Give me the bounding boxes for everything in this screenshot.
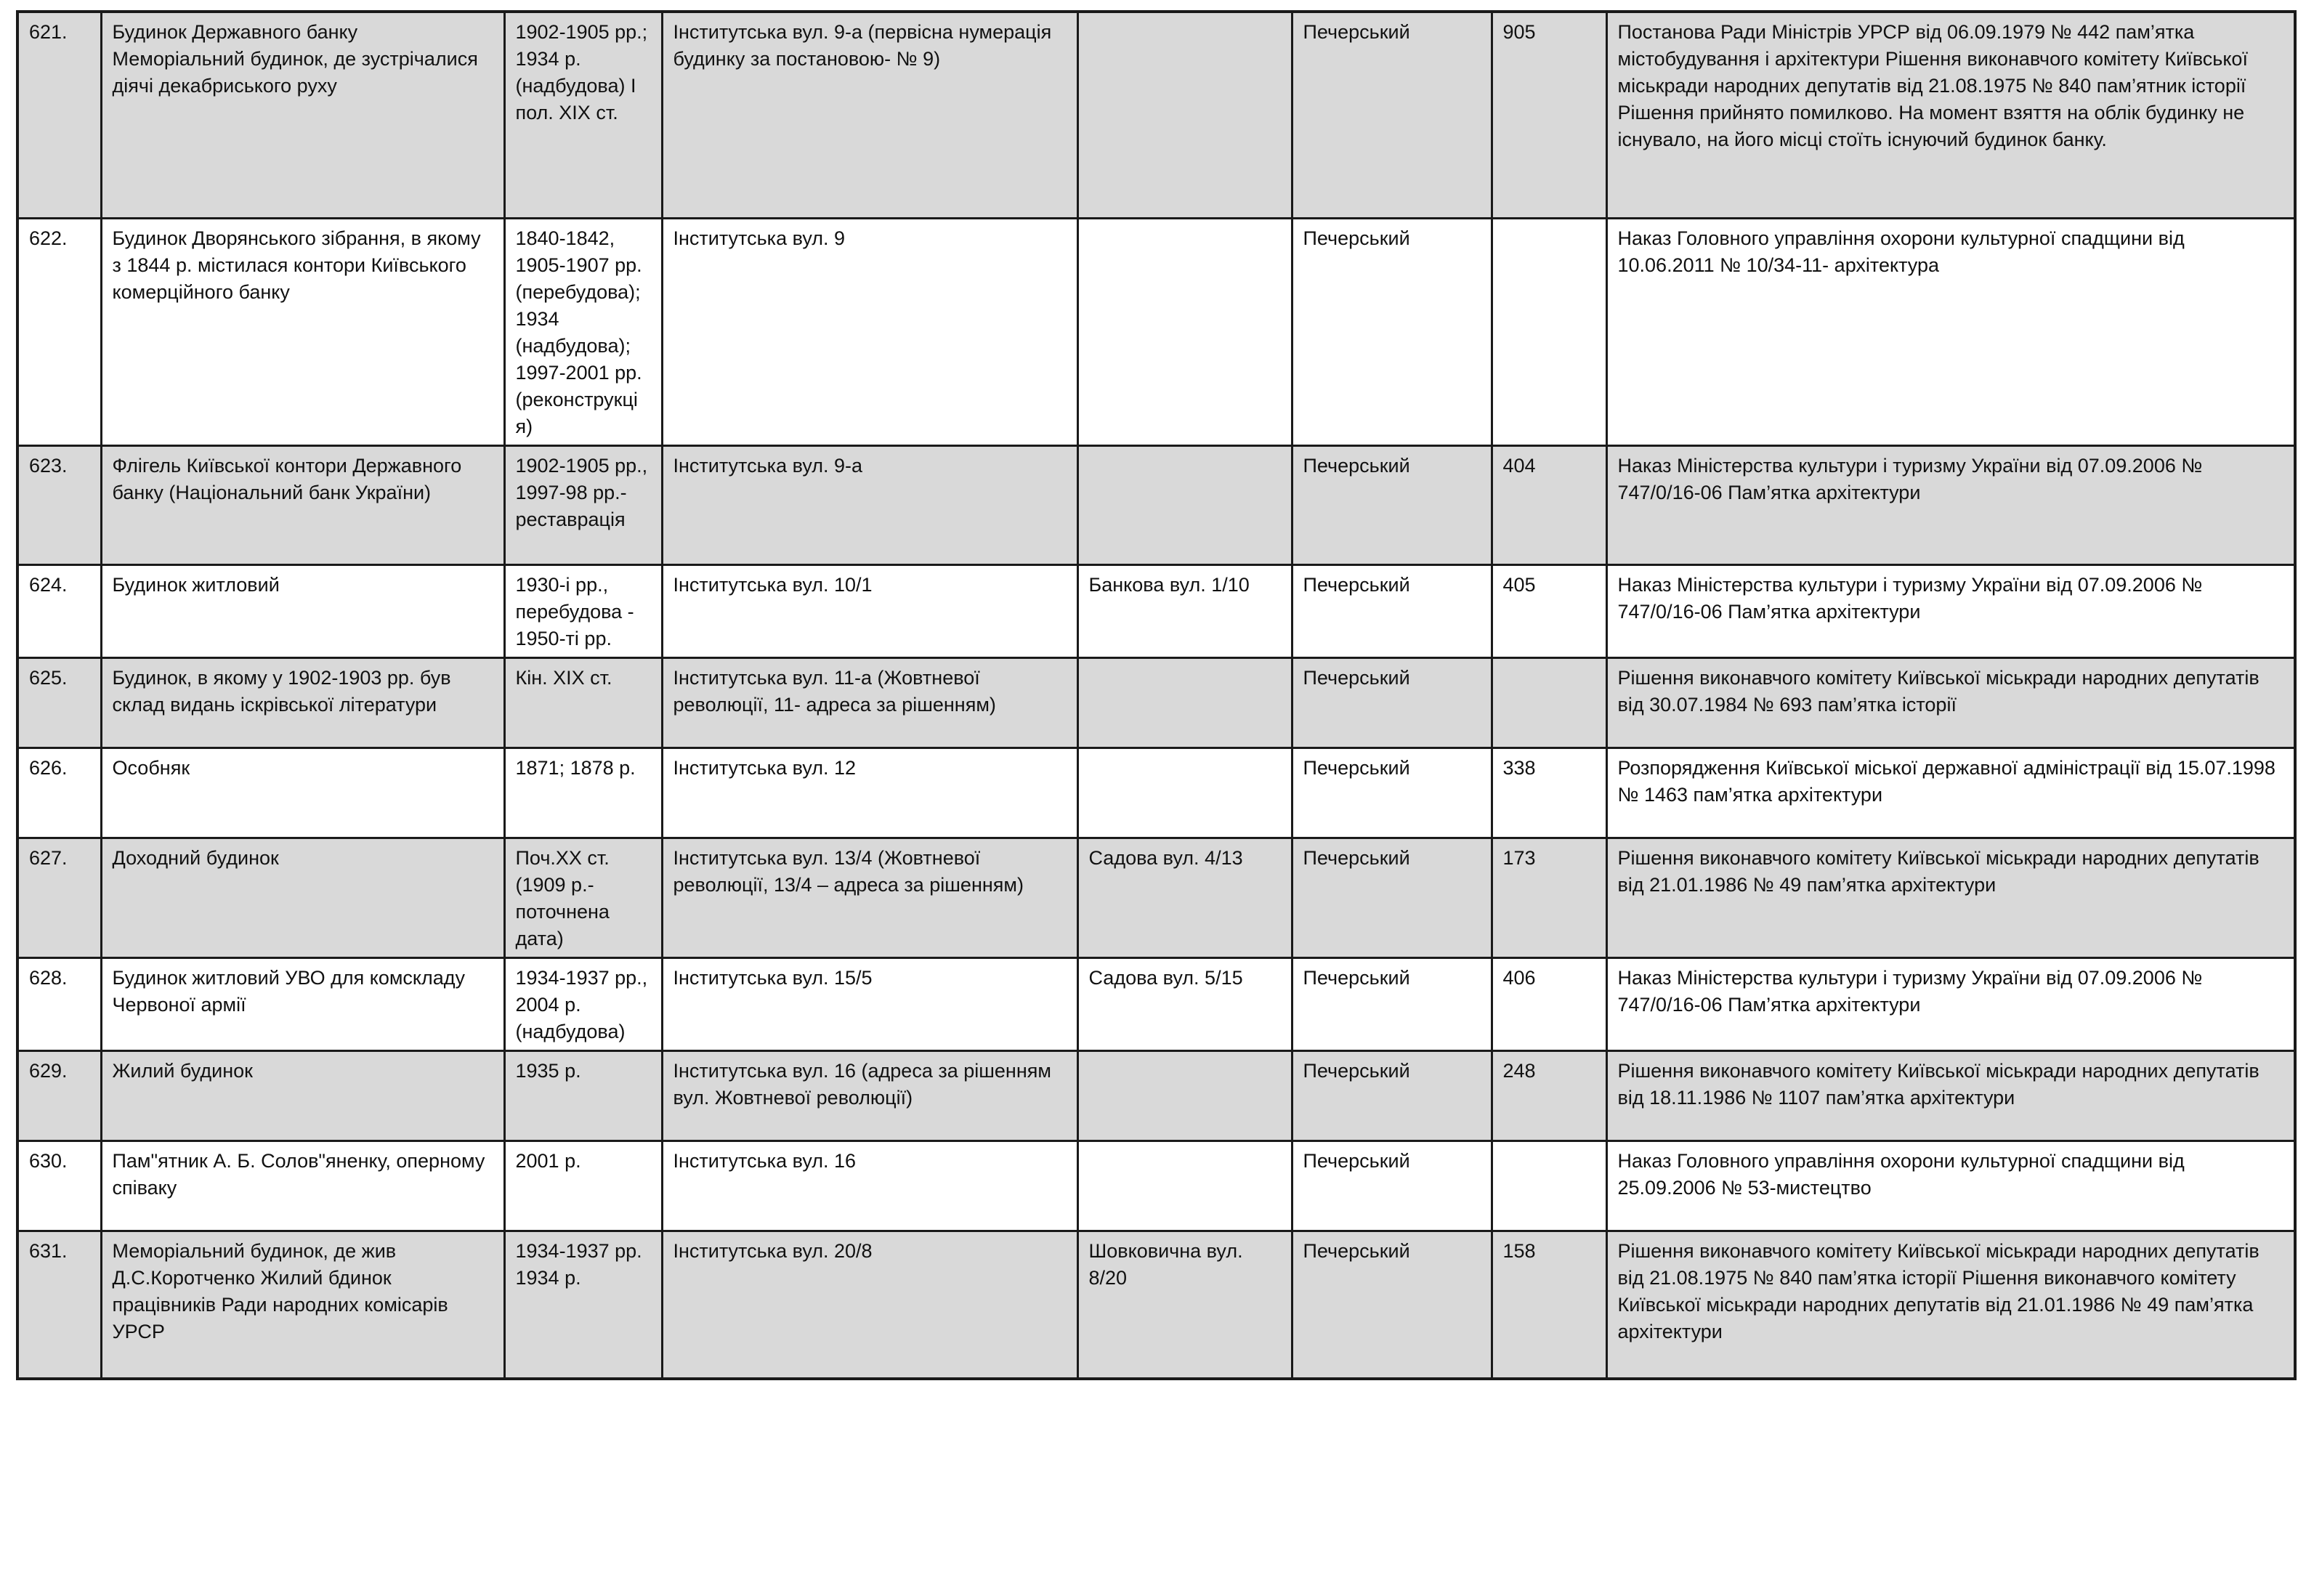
row-number: 629. <box>17 1050 101 1141</box>
table-row <box>17 445 2295 564</box>
legal-document: Наказ Міністерства культури і туризму України від 07.09.2006 № 747/0/16-06 Пам’ятка архітектури <box>1606 957 2295 1050</box>
monument-name: Особняк <box>101 748 504 838</box>
district: Печерський <box>1292 838 1492 957</box>
protection-number <box>1492 218 1606 445</box>
monument-date: 1930-і рр., перебудова - 1950-ті рр. <box>504 564 662 657</box>
legal-document: Наказ Головного управління охорони культурної спадщини від 25.09.2006 № 53-мистецтво <box>1606 1141 2295 1231</box>
legal-document: Рішення виконавчого комітету Київської міськради народних депутатів від 21.08.1975 № 840 пам’ятка історії Рішення виконавчого комітету Київської міськради народних депутатів від 21.01.1986 № 49 пам’ятка архітектури <box>1606 1231 2295 1379</box>
monument-date: 1934-1937 рр., 2004 р. (надбудова) <box>504 957 662 1050</box>
protection-number: 158 <box>1492 1231 1606 1379</box>
monument-address: Інститутська вул. 16 <box>662 1141 1077 1231</box>
alternate-address <box>1077 12 1292 218</box>
row-number: 631. <box>17 1231 101 1379</box>
legal-document: Розпорядження Київської міської державної адміністрації від 15.07.1998 № 1463 пам’ятка архітектури <box>1606 748 2295 838</box>
table-row <box>17 564 2295 657</box>
alternate-address: Садова вул. 5/15 <box>1077 957 1292 1050</box>
protection-number: 404 <box>1492 445 1606 564</box>
monument-date: 1902-1905 рр.; 1934 р. (надбудова) І пол. ХІХ ст. <box>504 12 662 218</box>
protection-number: 405 <box>1492 564 1606 657</box>
row-number: 625. <box>17 657 101 748</box>
table-row <box>17 838 2295 957</box>
monument-name: Будинок Державного банку Меморіальний будинок, де зустрічалися діячі декабриського руху <box>101 12 504 218</box>
monument-address: Інститутська вул. 11-а (Жовтневої революції, 11- адреса за рішенням) <box>662 657 1077 748</box>
table-row <box>17 1231 2295 1379</box>
row-number: 622. <box>17 218 101 445</box>
table-row <box>17 218 2295 445</box>
monument-name: Будинок, в якому у 1902-1903 рр. був склад видань іскрівської літератури <box>101 657 504 748</box>
table-row <box>17 957 2295 1050</box>
row-number: 626. <box>17 748 101 838</box>
district: Печерський <box>1292 564 1492 657</box>
monument-name: Меморіальний будинок, де жив Д.С.Коротченко Жилий бдинок працівників Ради народних комісарів УРСР <box>101 1231 504 1379</box>
table-row <box>17 12 2295 218</box>
monument-name: Жилий будинок <box>101 1050 504 1141</box>
table-row <box>17 1050 2295 1141</box>
monument-name: Будинок житловий УВО для комскладу Червоної армії <box>101 957 504 1050</box>
monument-address: Інститутська вул. 15/5 <box>662 957 1077 1050</box>
monument-address: Інститутська вул. 20/8 <box>662 1231 1077 1379</box>
row-number: 627. <box>17 838 101 957</box>
district: Печерський <box>1292 218 1492 445</box>
district: Печерський <box>1292 1050 1492 1141</box>
district: Печерський <box>1292 957 1492 1050</box>
table-row <box>17 657 2295 748</box>
monument-date: Кін. ХІХ ст. <box>504 657 662 748</box>
monument-address: Інститутська вул. 9-а <box>662 445 1077 564</box>
alternate-address <box>1077 445 1292 564</box>
heritage-registry-table <box>16 10 2297 1380</box>
protection-number: 406 <box>1492 957 1606 1050</box>
monument-date: 1871; 1878 р. <box>504 748 662 838</box>
alternate-address: Шовковична вул. 8/20 <box>1077 1231 1292 1379</box>
monument-address: Інститутська вул. 9-а (первісна нумерація будинку за постановою- № 9) <box>662 12 1077 218</box>
monument-date: 1840-1842, 1905-1907 рр. (перебудова); 1934 (надбудова); 1997-2001 рр. (реконструкці я) <box>504 218 662 445</box>
monument-name: Флігель Київської контори Державного банку (Національний банк України) <box>101 445 504 564</box>
monument-date: 1902-1905 рр., 1997-98 рр.- реставрація <box>504 445 662 564</box>
legal-document: Постанова Ради Міністрів УРСР від 06.09.1979 № 442 пам’ятка містобудування і архітектури Рішення виконавчого комітету Київської міськради народних депутатів від 21.08.1975 № 840 пам’ятник історії Рішення прийнято помилково. На момент взяття на облік будинку не існувало, на його місці стоїть існуючий будинок банку. <box>1606 12 2295 218</box>
row-number: 621. <box>17 12 101 218</box>
monument-name: Будинок Дворянського зібрання, в якому з 1844 р. містилася контори Київського комерційного банку <box>101 218 504 445</box>
protection-number: 173 <box>1492 838 1606 957</box>
row-number: 628. <box>17 957 101 1050</box>
row-number: 624. <box>17 564 101 657</box>
legal-document: Рішення виконавчого комітету Київської міськради народних депутатів від 18.11.1986 № 1107 пам’ятка архітектури <box>1606 1050 2295 1141</box>
protection-number <box>1492 657 1606 748</box>
monument-address: Інститутська вул. 10/1 <box>662 564 1077 657</box>
protection-number: 905 <box>1492 12 1606 218</box>
legal-document: Рішення виконавчого комітету Київської міськради народних депутатів від 30.07.1984 № 693 пам’ятка історії <box>1606 657 2295 748</box>
monument-address: Інститутська вул. 12 <box>662 748 1077 838</box>
monument-date: 1934-1937 рр. 1934 р. <box>504 1231 662 1379</box>
legal-document: Наказ Міністерства культури і туризму України від 07.09.2006 № 747/0/16-06 Пам’ятка архітектури <box>1606 445 2295 564</box>
monument-address: Інститутська вул. 13/4 (Жовтневої революції, 13/4 – адреса за рішенням) <box>662 838 1077 957</box>
monument-name: Будинок житловий <box>101 564 504 657</box>
district: Печерський <box>1292 1141 1492 1231</box>
monument-date: 2001 р. <box>504 1141 662 1231</box>
alternate-address <box>1077 218 1292 445</box>
legal-document: Наказ Міністерства культури і туризму України від 07.09.2006 № 747/0/16-06 Пам’ятка архітектури <box>1606 564 2295 657</box>
alternate-address: Садова вул. 4/13 <box>1077 838 1292 957</box>
protection-number <box>1492 1141 1606 1231</box>
alternate-address <box>1077 1141 1292 1231</box>
monument-name: Пам"ятник А. Б. Солов"яненку, оперному співаку <box>101 1141 504 1231</box>
table-row <box>17 1141 2295 1231</box>
monument-name: Доходний будинок <box>101 838 504 957</box>
alternate-address <box>1077 1050 1292 1141</box>
monument-date: 1935 р. <box>504 1050 662 1141</box>
table-row <box>17 748 2295 838</box>
legal-document: Наказ Головного управління охорони культурної спадщини від 10.06.2011 № 10/34-11- архітектура <box>1606 218 2295 445</box>
district: Печерський <box>1292 12 1492 218</box>
district: Печерський <box>1292 748 1492 838</box>
district: Печерський <box>1292 1231 1492 1379</box>
row-number: 630. <box>17 1141 101 1231</box>
monument-date: Поч.ХХ ст. (1909 р.- поточнена дата) <box>504 838 662 957</box>
monument-address: Інститутська вул. 9 <box>662 218 1077 445</box>
row-number: 623. <box>17 445 101 564</box>
monument-address: Інститутська вул. 16 (адреса за рішенням вул. Жовтневої революції) <box>662 1050 1077 1141</box>
district: Печерський <box>1292 657 1492 748</box>
alternate-address <box>1077 657 1292 748</box>
protection-number: 338 <box>1492 748 1606 838</box>
legal-document: Рішення виконавчого комітету Київської міськради народних депутатів від 21.01.1986 № 49 пам’ятка архітектури <box>1606 838 2295 957</box>
alternate-address <box>1077 748 1292 838</box>
protection-number: 248 <box>1492 1050 1606 1141</box>
alternate-address: Банкова вул. 1/10 <box>1077 564 1292 657</box>
district: Печерський <box>1292 445 1492 564</box>
